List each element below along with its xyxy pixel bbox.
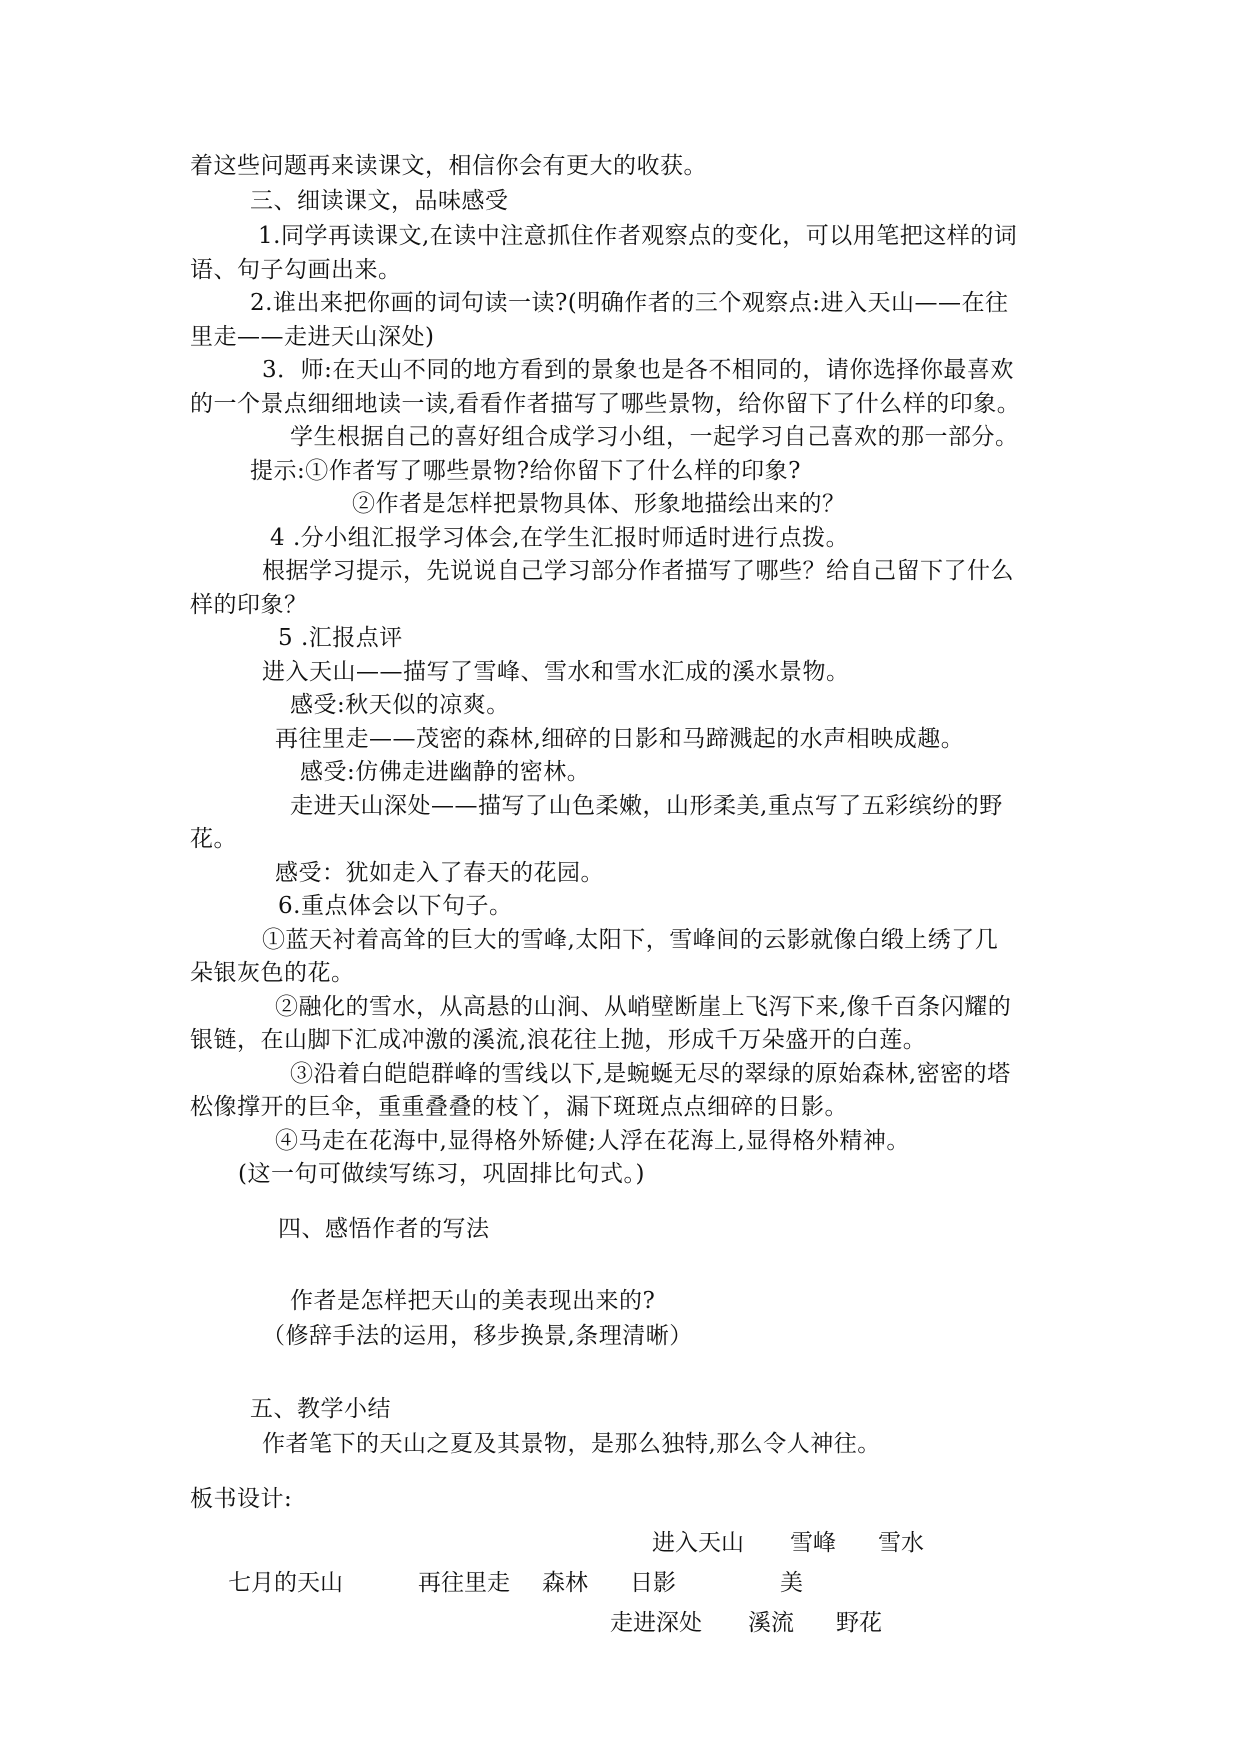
text-line: （修辞手法的运用，移步换景,条理清晰）: [262, 1323, 693, 1349]
text-line: 1.同学再读课文,在读中注意抓住作者观察点的变化，可以用笔把这样的词: [258, 223, 1018, 249]
text-line: (这一句可做续写练习，巩固排比句式。): [238, 1161, 645, 1187]
text-line: ④马走在花海中,显得格外矫健;人浮在花海上,显得格外精神。: [275, 1128, 910, 1154]
text-line: 根据学习提示，先说说自己学习部分作者描写了哪些？给自己留下了什么: [262, 558, 1014, 584]
text-line: 样的印象？: [190, 592, 308, 618]
text-line: 着这些问题再来读课文，相信你会有更大的收获。: [190, 153, 707, 179]
board-item: 雪水: [878, 1530, 924, 1556]
text-line: 3．师:在天山不同的地方看到的景象也是各不相同的，请你选择你最喜欢: [262, 357, 1014, 383]
board-item: 溪流: [748, 1610, 794, 1636]
board-item: 日影: [630, 1570, 676, 1596]
board-item: 雪峰: [790, 1530, 836, 1556]
text-line: 银链，在山脚下汇成冲激的溪流,浪花往上抛，形成千万朵盛开的白莲。: [190, 1027, 927, 1053]
board-item: 野花: [836, 1610, 882, 1636]
text-line: 朵银灰色的花。: [190, 960, 355, 986]
text-line: 松像撑开的巨伞，重重叠叠的枝丫，漏下斑斑点点细碎的日影。: [190, 1094, 848, 1120]
text-line: ②作者是怎样把景物具体、形象地描绘出来的？: [352, 491, 846, 517]
section-heading: 五、教学小结: [250, 1396, 391, 1422]
text-line: ③沿着白皑皑群峰的雪线以下,是蜿蜒无尽的翠绿的原始森林,密密的塔: [290, 1061, 1011, 1087]
board-item: 美: [780, 1570, 803, 1596]
text-line: 里走——走进天山深处): [190, 324, 435, 350]
text-line: 感受：犹如走入了春天的花园。: [275, 860, 604, 886]
board-design-heading: 板书设计:: [190, 1486, 293, 1512]
text-line: 提示:①作者写了哪些景物?给你留下了什么样的印象?: [250, 458, 801, 484]
board-item: 走进深处: [610, 1610, 702, 1636]
text-line: 2.谁出来把你画的词句读一读?(明确作者的三个观察点:进入天山——在往: [250, 290, 1009, 316]
text-line: 感受:仿佛走进幽静的密林。: [300, 759, 591, 785]
text-line: 再往里走——茂密的森林,细碎的日影和马蹄溅起的水声相映成趣。: [275, 726, 965, 752]
section-heading: 四、感悟作者的写法: [278, 1216, 490, 1242]
board-item: 森林: [542, 1570, 588, 1596]
text-line: 语、句子勾画出来。: [190, 257, 402, 283]
board-item: 七月的天山: [228, 1570, 343, 1596]
text-line: ②融化的雪水，从高悬的山涧、从峭壁断崖上飞泻下来,像千百条闪耀的: [275, 994, 1012, 1020]
board-item: 进入天山: [652, 1530, 744, 1556]
section-heading: 三、细读课文，品味感受: [250, 188, 509, 214]
text-line: 进入天山——描写了雪峰、雪水和雪水汇成的溪水景物。: [262, 659, 850, 685]
text-line: 4 .分小组汇报学习体会,在学生汇报时师适时进行点拨。: [270, 525, 850, 551]
text-line: 6.重点体会以下句子。: [278, 893, 513, 919]
text-line: 感受:秋天似的凉爽。: [290, 692, 510, 718]
text-line: ①蓝天衬着高耸的巨大的雪峰,太阳下，雪峰间的云影就像白缎上绣了几: [262, 927, 999, 953]
text-line: 的一个景点细细地读一读,看看作者描写了哪些景物，给你留下了什么样的印象。: [190, 391, 1021, 417]
text-line: 花。: [190, 826, 237, 852]
text-line: 5 .汇报点评: [278, 625, 403, 651]
board-item: 再往里走: [418, 1570, 510, 1596]
text-line: 作者笔下的天山之夏及其景物，是那么独特,那么令人神往。: [262, 1431, 881, 1457]
text-line: 走进天山深处——描写了山色柔嫩，山形柔美,重点写了五彩缤纷的野: [290, 793, 1003, 819]
text-line: 学生根据自己的喜好组合成学习小组，一起学习自己喜欢的那一部分。: [290, 424, 1019, 450]
text-line: 作者是怎样把天山的美表现出来的?: [290, 1288, 656, 1314]
